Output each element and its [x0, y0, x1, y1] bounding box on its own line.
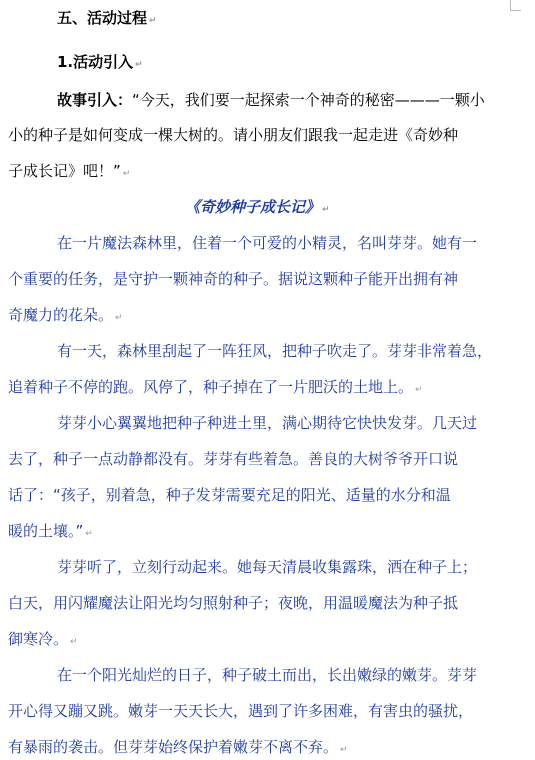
story-line: 御寒冷。 ↵: [8, 630, 78, 648]
story-line: 芽芽小心翼翼地把种子种进土里，满心期待它快快发芽。几天过: [57, 414, 478, 432]
story-line: 在一片魔法森林里，住着一个可爱的小精灵，名叫芽芽。她有一: [57, 234, 478, 252]
story-line: 有一天，森林里刮起了一阵狂风，把种子吹走了。芽芽非常着急，: [57, 342, 493, 360]
story-line: 开心得又蹦又跳。嫩芽一天天长大，遇到了许多困难，有害虫的骚扰，: [8, 702, 474, 720]
story-line: 话了：“孩子，别着急，种子发芽需要充足的阳光、适量的水分和温: [8, 486, 451, 504]
story-line: 奇魔力的花朵。 ↵: [8, 306, 123, 324]
story-line: 去了，种子一点动静都没有。芽芽有些着急。善良的大树爷爷开口说: [8, 450, 459, 468]
story-line: 追着种子不停的跑。风停了，种子掉在了一片肥沃的土地上。 ↵: [8, 378, 423, 396]
intro-line-2: 小的种子是如何变成一棵大树的。请小朋友们跟我一起走进《奇妙种: [8, 126, 459, 144]
subsection-heading: 1.活动引入 ↵: [57, 53, 143, 71]
story-line: 白天，用闪耀魔法让阳光均匀照射种子；夜晚，用温暖魔法为种子抵: [8, 594, 459, 612]
page-corner-mark: [510, 0, 521, 11]
story-title: 《奇妙种子成长记》 ↵: [185, 198, 330, 216]
intro-line-1: 故事引入：“今天，我们要一起探索一个神奇的秘密———一颗小: [57, 91, 485, 109]
story-line: 芽芽听了，立刻行动起来。她每天清晨收集露珠，洒在种子上；: [57, 558, 478, 576]
story-line: 在一个阳光灿烂的日子，种子破土而出，长出嫩绿的嫩芽。芽芽: [57, 666, 478, 684]
section-heading: 五、活动过程 ↵: [57, 9, 157, 27]
intro-label: 故事引入：: [57, 91, 133, 109]
story-line: 有暴雨的袭击。但芽芽始终保护着嫩芽不离不弃。 ↵: [8, 738, 348, 756]
story-line: 暖的土壤。” ↵: [8, 522, 93, 540]
intro-line-3: 子成长记》吧！” ↵: [8, 162, 131, 180]
story-line: 个重要的任务，是守护一颗神奇的种子。据说这颗种子能开出拥有神: [8, 270, 459, 288]
